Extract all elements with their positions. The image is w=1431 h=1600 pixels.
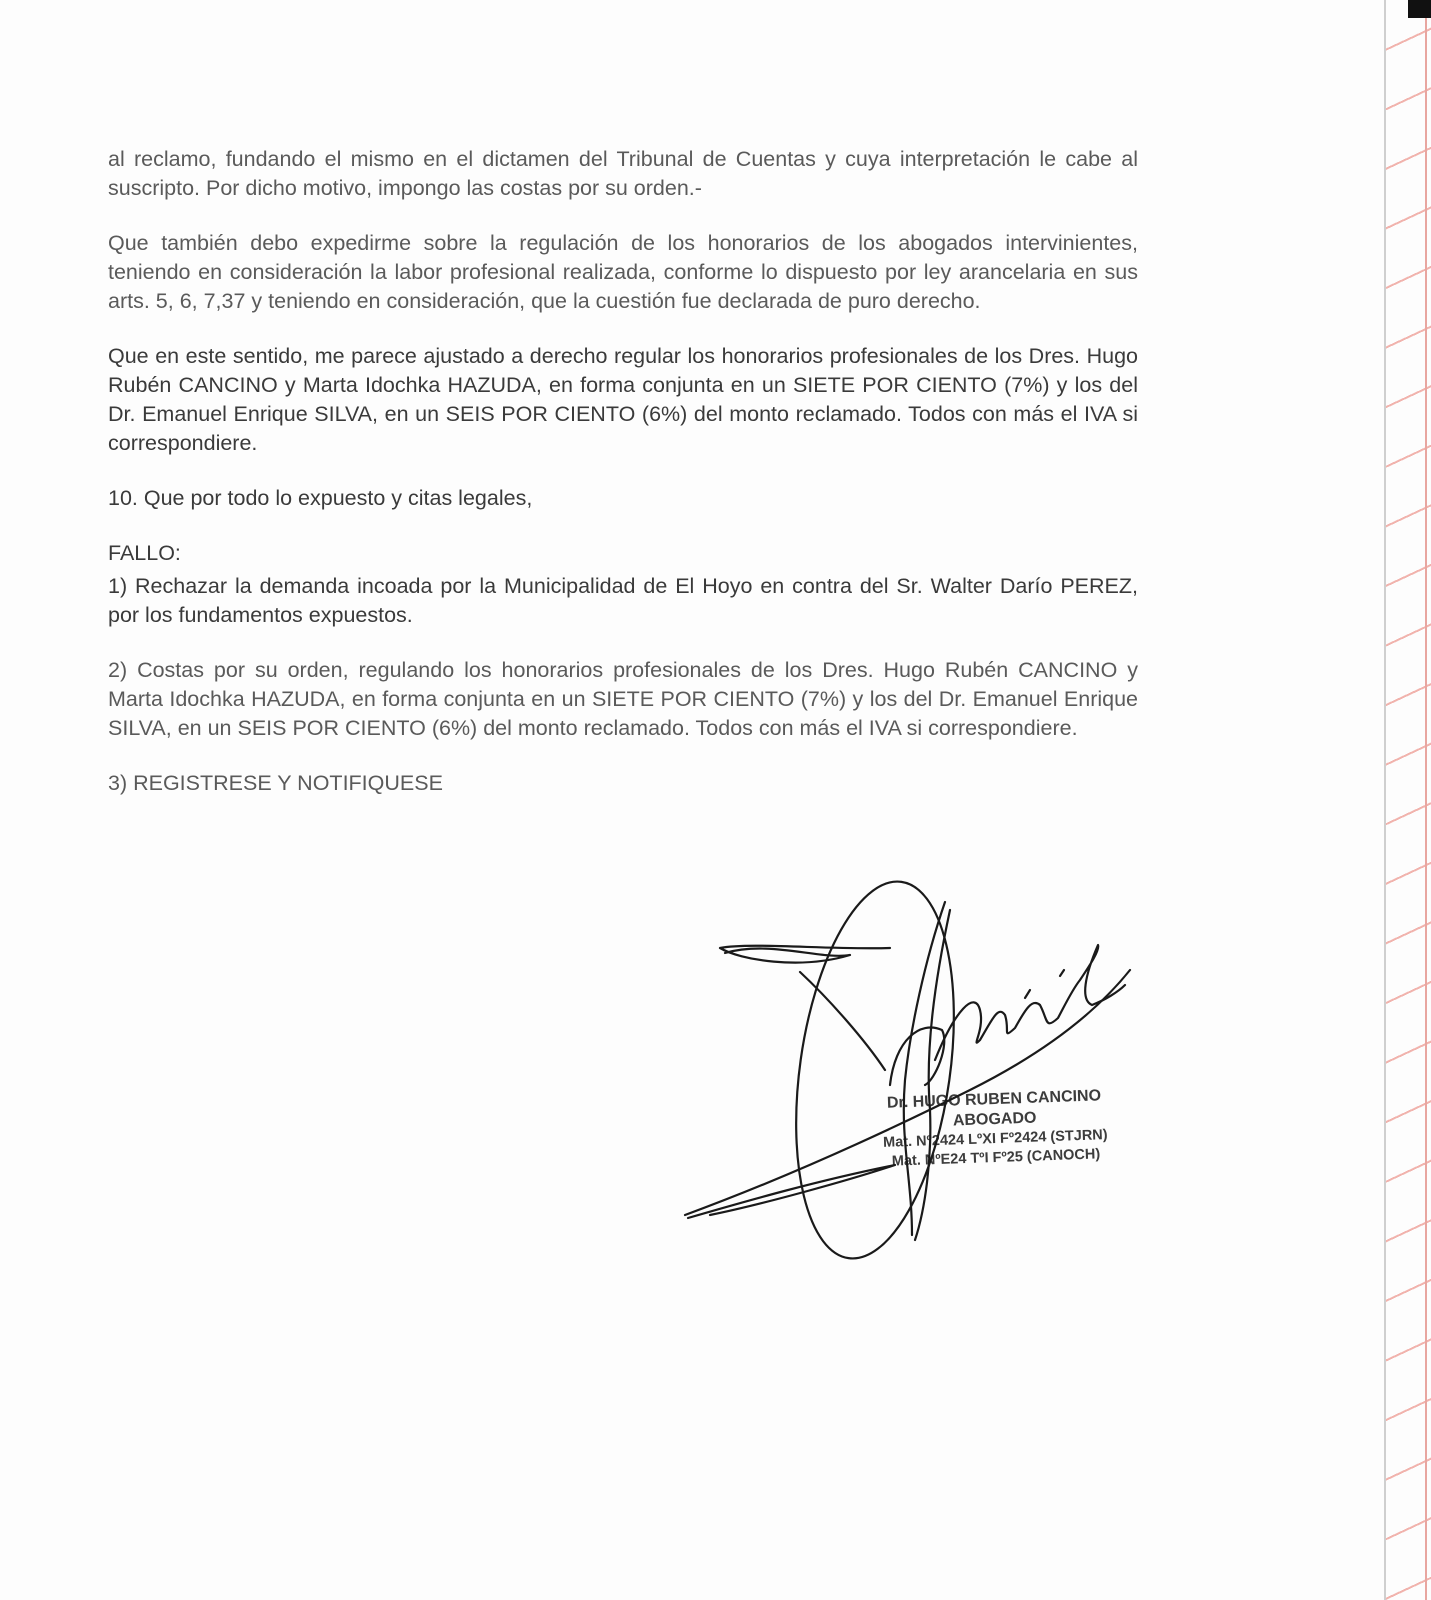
- stamp-name: Dr. HUGO RUBEN CANCINO: [886, 1087, 1102, 1112]
- ruling-item-1: 1) Rechazar la demanda incoada por la Municipalidad de El Hoyo en contra del Sr. Walter Darío PEREZ, por los fundamentos expuestos.: [108, 574, 1138, 627]
- stamp-registration-2: Mat. NºE24 TºI Fº25 (CANOCH): [891, 1146, 1101, 1170]
- paragraph-costs: al reclamo, fundando el mismo en el dictamen del Tribunal de Cuentas y cuya interpretación le cabe al suscripto. Por dicho motivo, impongo las costas por su orden.-: [108, 147, 1138, 200]
- stamp-registration-1: Mat. Nº2424 LºXI Fº2424 (STJRN): [882, 1127, 1108, 1151]
- ruling-item-2: 2) Costas por su orden, regulando los honorarios profesionales de los Dres. Hugo Rubén CANCINO y Marta Idochka HAZUDA, en forma conjunta en un SIETE POR CIENTO (7%) y los del Dr. Emanuel Enrique SILVA, en un SEIS POR CIENTO (6%) del monto reclamado. Todos con más el IVA si correspondiere.: [108, 658, 1138, 740]
- signature-icon: [680, 880, 1150, 1280]
- ruling-heading: FALLO:: [108, 541, 181, 565]
- corner-mark: [1408, 0, 1431, 18]
- ruling-item-3: 3) REGISTRESE Y NOTIFIQUESE: [108, 771, 443, 795]
- document-body: [108, 145, 1138, 824]
- handwritten-signature: [680, 880, 1150, 1280]
- paragraph-fees-amount: Que en este sentido, me parece ajustado a derecho regular los honorarios profesionales de los Dres. Hugo Rubén CANCINO y Marta Idochka HAZUDA, en forma conjunta en un SIETE POR CIENTO (7%) y los del Dr. Emanuel Enrique SILVA, en un SEIS POR CIENTO (6%) del monto reclamado. Todos con más el IVA si correspondiere.: [108, 344, 1138, 455]
- paragraph-conclusion: 10. Que por todo lo expuesto y citas legales,: [108, 486, 533, 510]
- stamp-title: ABOGADO: [952, 1109, 1037, 1130]
- paragraph-fees-regulation: Que también debo expedirme sobre la regulación de los honorarios de los abogados intervinientes, teniendo en consideración la labor profesional realizada, conforme lo dispuesto por ley arancelaria en sus arts. 5, 6, 7,37 y teniendo en consideración, que la cuestión fue declarada de puro derecho.: [108, 231, 1138, 313]
- binding-margin-strip: [1384, 0, 1431, 1600]
